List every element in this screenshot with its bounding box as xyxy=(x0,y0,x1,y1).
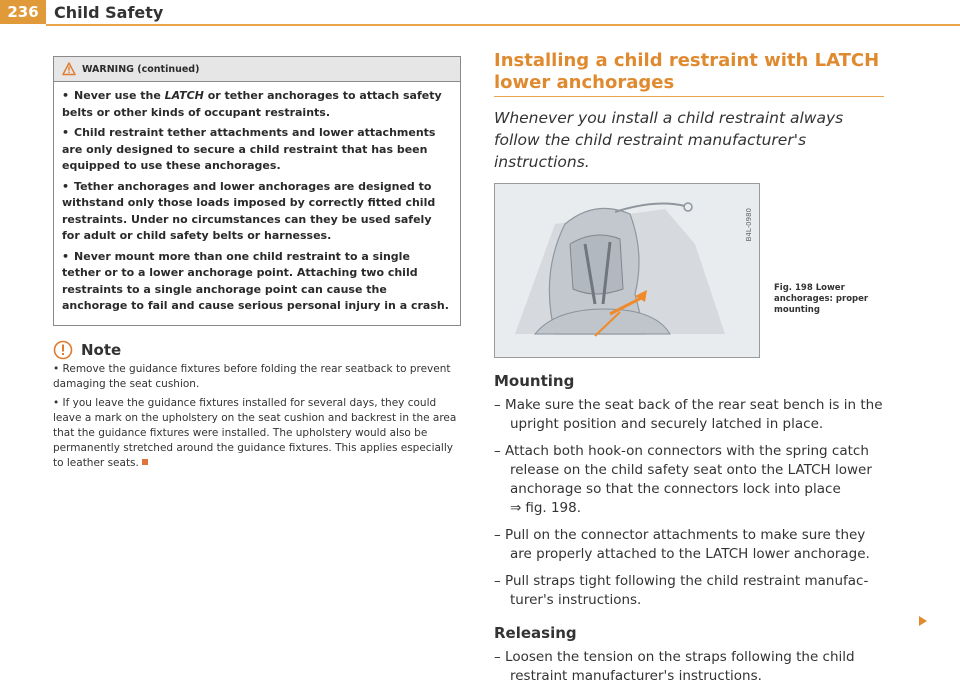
left-column xyxy=(53,56,461,475)
warning-title: WARNING (continued) xyxy=(82,63,200,75)
figure-code: B4L-0980 xyxy=(745,208,753,242)
mounting-heading: Mounting xyxy=(494,372,575,390)
warning-item: • Child restraint tether attachments and lower attachments are only designed to secure a child restraint that has been equipped to use these anchorages. xyxy=(62,126,436,172)
figure-reference[interactable]: fig. 198. xyxy=(525,500,582,516)
mounting-step: – Pull on the connector attachments to make sure they are properly attached to the LATCH lower anchorage. xyxy=(494,527,870,562)
section-intro: Whenever you install a child restraint always follow the child restraint manufacturer's instructions. xyxy=(494,109,844,171)
end-of-section-marker xyxy=(142,459,148,465)
exclamation-circle-icon xyxy=(53,340,73,360)
header-rule xyxy=(46,24,960,26)
section-title: Installing a child restraint with LATCH lower anchorages xyxy=(494,50,880,93)
child-seat-illustration xyxy=(495,184,759,357)
note-title: Note xyxy=(81,340,122,359)
figure-caption: Fig. 198 Lower anchorages: proper mounting xyxy=(774,283,869,315)
releasing-steps xyxy=(494,648,884,686)
mounting-step: – Pull straps tight following the child restraint manufacturer's instructions. xyxy=(494,573,869,608)
continue-arrow-icon xyxy=(918,615,928,627)
warning-box xyxy=(53,56,461,326)
mounting-step: – Attach both hook-on connectors with the spring catch release on the child safety seat onto the LATCH lower anchorage so that the connectors lock into place ⇒ fig. 198. xyxy=(494,443,872,516)
warning-item: • Never mount more than one child restraint to a single tether or to a lower anchorage point. Attaching two child restraints to a single anchorage point can cause the anchorage to fail and cause serious personal injury in a crash. xyxy=(62,249,449,312)
warning-triangle-icon xyxy=(62,62,76,76)
note-item: • If you leave the guidance fixtures installed for several days, they could leave a mark on the upholstery on the seat cushion and backrest in the area that the guidance fixtures were installed. The upholstery would also be permanently stretched around the guidance fixtures. This applies especially to leather seats. xyxy=(53,396,457,469)
releasing-step: – Loosen the tension on the straps following the child restraint manufacturer's instructions. xyxy=(494,649,855,684)
mounting-step: – Make sure the seat back of the rear seat bench is in the upright position and securely latched in place. xyxy=(494,397,883,432)
warning-item: • Tether anchorages and lower anchorages are designed to withstand only those loads imposed by correctly fitted child restraints. Under no circumstances can they be used safely for adult or child safety belts or harnesses. xyxy=(62,179,436,242)
page-number: 236 xyxy=(0,0,46,24)
note-list xyxy=(53,362,461,471)
releasing-heading: Releasing xyxy=(494,624,577,642)
warning-item: • Never use the LATCH or tether anchorages to attach safety belts or other kinds of occupant restraints. xyxy=(62,89,442,119)
note-heading xyxy=(53,340,461,360)
figure xyxy=(494,183,884,358)
figure-image xyxy=(494,183,760,358)
running-head: Child Safety xyxy=(54,3,164,22)
note-item: • Remove the guidance fixtures before folding the rear seatback to prevent damaging the seat cushion. xyxy=(53,362,451,390)
mounting-steps xyxy=(494,396,884,610)
section-title-rule xyxy=(494,96,884,97)
warning-header xyxy=(54,57,460,82)
right-column xyxy=(494,50,884,694)
warning-body xyxy=(54,82,460,325)
